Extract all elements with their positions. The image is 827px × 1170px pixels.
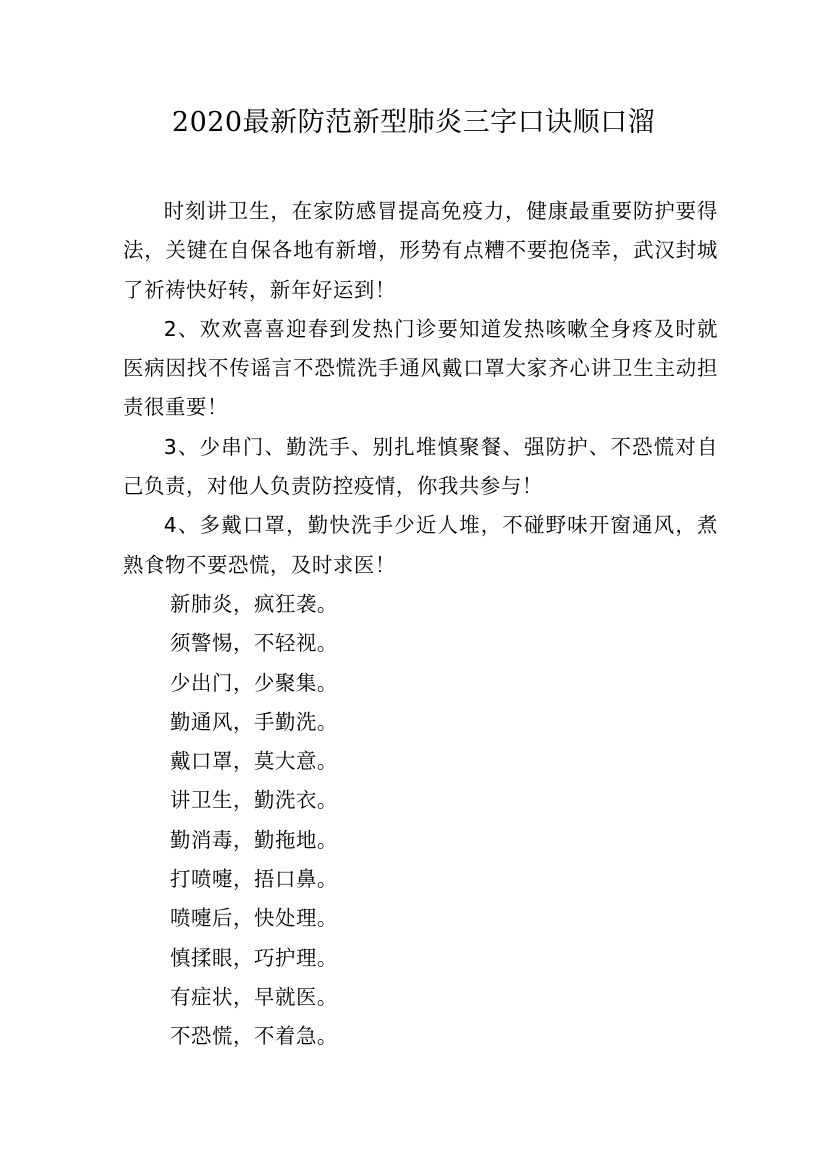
verse-list bbox=[123, 585, 718, 1057]
verse-line: 不恐慌，不着急。 bbox=[170, 1024, 338, 1049]
document-title: 2020最新防范新型肺炎三字口诀顺口溜 bbox=[171, 107, 656, 138]
verse-line: 勤通风，手勤洗。 bbox=[170, 709, 338, 734]
verse-line: 慎揉眼，巧护理。 bbox=[170, 945, 338, 970]
verse-line: 少出门，少聚集。 bbox=[170, 670, 338, 695]
verse-line: 有症状，早就医。 bbox=[170, 984, 338, 1009]
paragraph-1: 时刻讲卫生，在家防感冒提高免疫力，健康最重要防护要得法，关键在自保各地有新增，形势有点糟不要抱侥幸，武汉封城了祈祷快好转，新年好运到！ bbox=[123, 199, 718, 302]
document-body bbox=[123, 192, 718, 1057]
verse-line: 新肺炎，疯狂袭。 bbox=[170, 591, 338, 616]
paragraph-2: 2、欢欢喜喜迎春到发热门诊要知道发热咳嗽全身疼及时就医病因找不传谣言不恐慌洗手通风戴口罩大家齐心讲卫生主动担责很重要！ bbox=[123, 316, 718, 420]
paragraph-4: 4、多戴口罩，勤快洗手少近人堆，不碰野味开窗通风，煮熟食物不要恐慌，及时求医！ bbox=[123, 513, 718, 577]
paragraph-3: 3、少串门、勤洗手、别扎堆慎聚餐、强防护、不恐慌对自己负责，对他人负责防控疫情，你我共参与！ bbox=[123, 434, 718, 499]
verse-line: 讲卫生，勤洗衣。 bbox=[170, 788, 338, 813]
verse-line: 须警惕，不轻视。 bbox=[170, 631, 338, 656]
verse-line: 勤消毒，勤拖地。 bbox=[170, 827, 338, 852]
verse-line: 戴口罩，莫大意。 bbox=[170, 749, 338, 774]
verse-line: 喷嚏后，快处理。 bbox=[170, 906, 338, 931]
verse-line: 打喷嚏，捂口鼻。 bbox=[170, 867, 338, 892]
